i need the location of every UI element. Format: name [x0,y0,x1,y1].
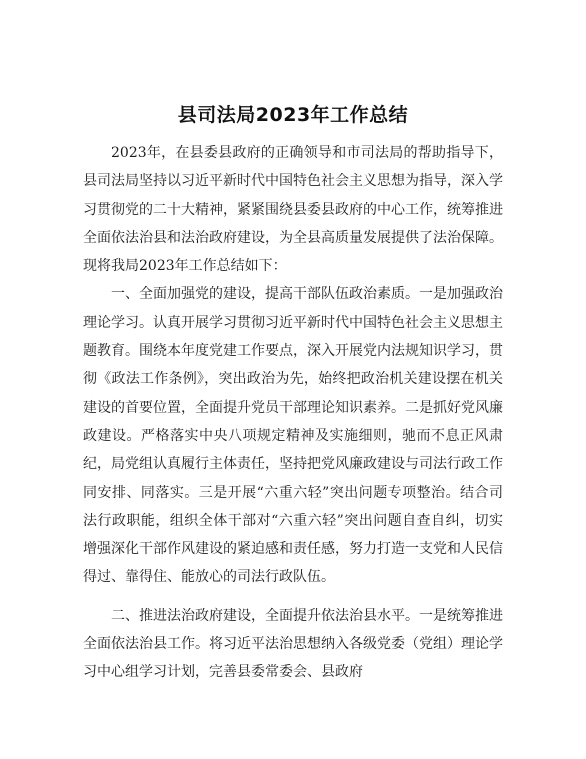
document-title: 县司法局2023年工作总结 [177,104,409,126]
intro-paragraph: 2023年，在县委县政府的正确领导和市司法局的帮助指导下，县司法局坚持以习近平新时代中国特色社会主义思想为指导，深入学习贯彻党的二十大精神，紧紧围绕县委县政府的中心工作，统筹推进全面依法治县和法治政府建设，为全县高质量发展提供了法治保障。现将我局2023年工作总结如下： [83,145,503,275]
section-two-paragraph: 二、推进法治政府建设，全面提升依法治县水平。一是统筹推进全面依法治县工作。将习近平法治思想纳入各级党委（党组）理论学习中心组学习计划，完善县委常委会、县政府 [83,607,503,681]
paragraph-spacer [83,592,503,602]
section-one-paragraph: 一、全面加强党的建设，提高干部队伍政治素质。一是加强政治理论学习。认真开展学习贯彻习近平新时代中国特色社会主义思想主题教育。围绕本年度党建工作要点，深入开展党内法规知识学习，贯彻《政法工作条例》，突出政治为先，始终把政治机关建设摆在机关建设的首要位置，全面提升党员干部理论知识素养。二是抓好党风廉政建设。严格落实中央八项规定精神及实施细则，驰而不息正风肃纪，局党组认真履行主体责任，坚持把党风廉政建设与司法行政工作同安排、同落实。三是开展“六重六轻”突出问题专项整治。结合司法行政职能，组织全体干部对“六重六轻”突出问题自查自纠，切实增强深化干部作风建设的紧迫感和责任感，努力打造一支党和人民信得过、靠得住、能放心的司法行政队伍。 [83,286,503,586]
document-body [83,139,503,687]
